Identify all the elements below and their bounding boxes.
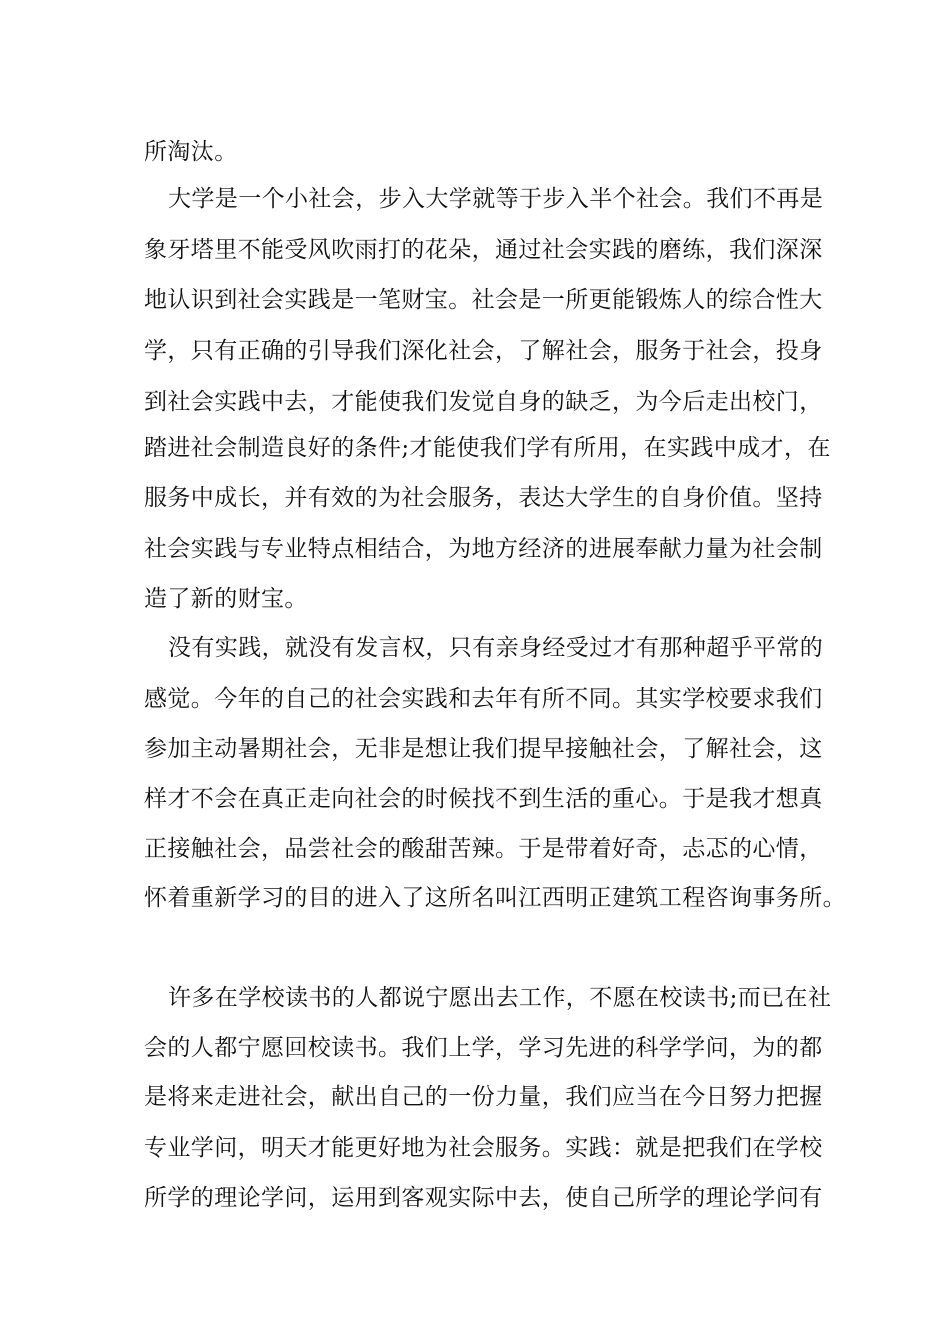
paragraph-3-line-4: 样才不会在真正走向社会的时候找不到生活的重心。于是我才想真 <box>144 786 823 812</box>
paragraph-4-line-3: 是将来走进社会，献出自己的一份力量，我们应当在今日努力把握 <box>144 1084 823 1110</box>
paragraph-2-line-6: 踏进社会制造良好的条件;才能使我们学有所用，在实践中成才，在 <box>144 435 831 461</box>
paragraph-4-line-4: 专业学问，明天才能更好地为社会服务。实践：就是把我们在学校 <box>144 1135 823 1161</box>
paragraph-3-line-5: 正接触社会，品尝社会的酸甜苦辣。于是带着好奇，忐忑的心情， <box>144 836 823 862</box>
paragraph-3-line-1: 没有实践，就没有发言权，只有亲身经受过才有那种超乎平常的 <box>168 635 824 661</box>
paragraph-2-line-3: 地认识到社会实践是一笔财宝。社会是一所更能锻炼人的综合性大 <box>144 287 823 313</box>
paragraph-2-line-9: 造了新的财宝。 <box>144 586 308 612</box>
paragraph-3-line-2: 感觉。今年的自己的社会实践和去年有所不同。其实学校要求我们 <box>144 686 823 712</box>
paragraph-2-line-7: 服务中成长，并有效的为社会服务，表达大学生的自身价值。坚持 <box>144 485 823 511</box>
paragraph-2-line-1: 大学是一个小社会，步入大学就等于步入半个社会。我们不再是 <box>168 186 824 212</box>
paragraph-4-line-2: 会的人都宁愿回校读书。我们上学，学习先进的科学学问，为的都 <box>144 1035 823 1061</box>
paragraph-3-line-3: 参加主动暑期社会，无非是想让我们提早接触社会，了解社会，这 <box>144 736 823 762</box>
paragraph-2-line-8: 社会实践与专业特点相结合，为地方经济的进展奉献力量为社会制 <box>144 536 823 562</box>
paragraph-2-line-2: 象牙塔里不能受风吹雨打的花朵，通过社会实践的磨练，我们深深 <box>144 237 823 263</box>
paragraph-4-line-1: 许多在学校读书的人都说宁愿出去工作，不愿在校读书;而已在社 <box>168 985 832 1011</box>
paragraph-2-line-5: 到社会实践中去，才能使我们发觉自身的缺乏，为今后走出校门， <box>144 389 823 415</box>
paragraph-2-line-4: 学，只有正确的引导我们深化社会，了解社会，服务于社会，投身 <box>144 338 823 364</box>
paragraph-1-line-1: 所淘汰。 <box>144 139 238 165</box>
paragraph-3-line-6: 怀着重新学习的目的进入了这所名叫江西明正建筑工程咨询事务所。 <box>144 885 846 911</box>
paragraph-4-line-5: 所学的理论学问，运用到客观实际中去，使自己所学的理论学问有 <box>144 1185 823 1211</box>
